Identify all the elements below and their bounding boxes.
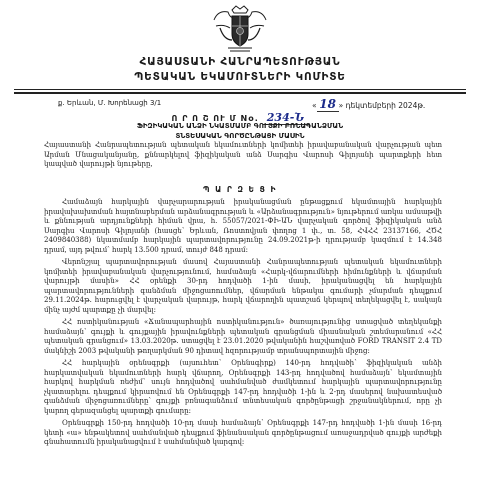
date-suffix: » դեկտեմբերի 2024թ. [338, 101, 426, 110]
findings-heading: Պ Ա Ր Զ Ե Ց Ի [203, 185, 277, 194]
header-rule-thin [14, 89, 466, 90]
header-rule-thick [14, 92, 466, 94]
body-text [44, 198, 442, 451]
date-prefix: « [312, 101, 317, 110]
header-line-1: ՀԱՅԱՍՏԱՆԻ ՀԱՆՐԱՊԵՏՈՒԹՅԱՆ [139, 56, 341, 68]
decision-label: Ո Ր Ո Շ ՈՒ Մ No. [171, 114, 259, 123]
body-paragraph: ՀՀ հարկային օրենսգրքի (այսուհետ՝ Օրենսգիրք) 140-րդ հոդվածի՝ ֆիզիկական անձի հարկատվական եկամուտների հարկ վճարող, Օրենսգրքի 143-րդ հոդվածով համաձայն՝ եկամտային հարկով հարկման ռեժիմ՝ սույն հոդվածով սահմանված ժամկետում հարկային պարտավորությունը չկատարելու դեպքում կիրառվում են Օրենսգրքի 147-րդ հոդվածի 1-ին և 2-րդ մասերով նախատեսված գանձման միջոցառումները՝ գույքի բռնագանձում տնտեսական գործընթացի շրջանակներում, որը չի կարող գերազանցել պարտքի գումարը: [44, 359, 442, 415]
address: ք. Երևան, Մ. Խորենացի 3/1 [58, 99, 162, 107]
subject-line-2: ՏՆՏԵՍԱԿԱՆ ԳՈՐԾԸՆԹԱՑԻ ՄԱՍԻՆ [175, 131, 305, 140]
date-day-handwritten: 18 [319, 97, 336, 111]
subject-line-1: ՖԻԶԻԿԱԿԱՆ ԱՆՁԻ ՆԿԱՏՄԱՄԲ ԳՈՒՅՔԻ ԲՌՆԱԳԱՆՁՄԱՆ [136, 122, 344, 130]
body-paragraph: Համաձայն հարկային վարչարարության իրականացման ընթացքում եկամտային հարկային իրավախախտման հայտնաբերման արձանագրության և «Արձանագրություն» նյութերում առկա ամսաթվի և քննության արդյունքների հիման վրա, հ. 55057/2021-ՓԻ-ԱՆ վարչական գործով ֆիզիկական անձ Սարգիս Վարոսի Գիլոյանի (հասցե՝ Երևան, Ռոստովյան փողոց 1 փ., տ. 58, ՀՎՀՀ 23137166, ՀԾՀ 2409840388) նկատմամբ հարկային պարտավորությունը 24.09.2021թ-ի դրությամբ կազմում է 14.348 դրամ, այդ թվում՝ հարկ 13.500 դրամ, տույժ 848 դրամ: [44, 198, 442, 254]
intro-paragraph: Հայաստանի Հանրապետության պետական եկամուտների կոմիտեի իրավաբանական վարչության պետ Արման Մնացականյանը, քննարկելով ֆիզիկական անձ Սարգիս Վարոսի Գիլոյանի պարտքերի հետ կապված վարույթի նյութերը, [44, 141, 442, 168]
header-line-2: ՊԵՏԱԿԱՆ ԵԿԱՄՈՒՏՆԵՐԻ ԿՈՄԻՏԵ [134, 71, 346, 83]
document-date [312, 97, 425, 112]
body-paragraph: Օրենսգրքի 150-րդ հոդվածի 10-րդ մասի համաձայն՝ Օրենսգրքի 147-րդ հոդվածի 1-ին մասի 16-րդ կետի «ա» ենթակետով սահմանված դեպքում ֆինանսական գործընթացում առաջադրված գույքի արժեքի գնահատումն իրականացվում է սահմանված կարգով: [44, 419, 442, 446]
body-paragraph: Վերոնշյալ պարտավորության մասով Հայաստանի Հանրապետության պետական եկամուտների կոմիտեի իրավաբանական վարչությունում, համաձայն «Հարկ-վճարումների հիմունքների և վճարման վարույթի մասին» ՀՀ օրենքի 30-րդ հոդվածի 1-ին մասի, իրականացվել են հարկային պարտավորությունների գանձման միջոցառումներ, վճարման ենթակա գումարի չմարման դեպքում 29.11.2024թ. հարուցվել է վարչական վարույթ, հարկ վճարողին պատշաճ կերպով տեղեկացվել է, սակայն մինչ այժմ պարտքը չի մարվել: [44, 258, 442, 314]
agency-header [0, 56, 480, 83]
decision-number-handwritten: 234-Ն [266, 111, 305, 124]
body-paragraph: ՀՀ ոստիկանության «Ճանապարհային ոստիկանություն» ծառայությունից ստացված տեղեկանքի համաձայն՝ գույքի և գույքային իրավունքների պետական գրանցման միասնական շտեմարանում «ՀՀ պետական գրանցում» 13.03.2020թ. ստացվել է 23.01.2020 թվականին հաշվառված FORD TRANSIT 2.4 TD մակնիշի 2003 թվականի թողարկման 90 դիտավ հզորությամբ տրանսպորտային միջոց: [44, 318, 442, 355]
coat-of-arms-emblem [210, 4, 270, 54]
decision-subject [0, 122, 480, 141]
